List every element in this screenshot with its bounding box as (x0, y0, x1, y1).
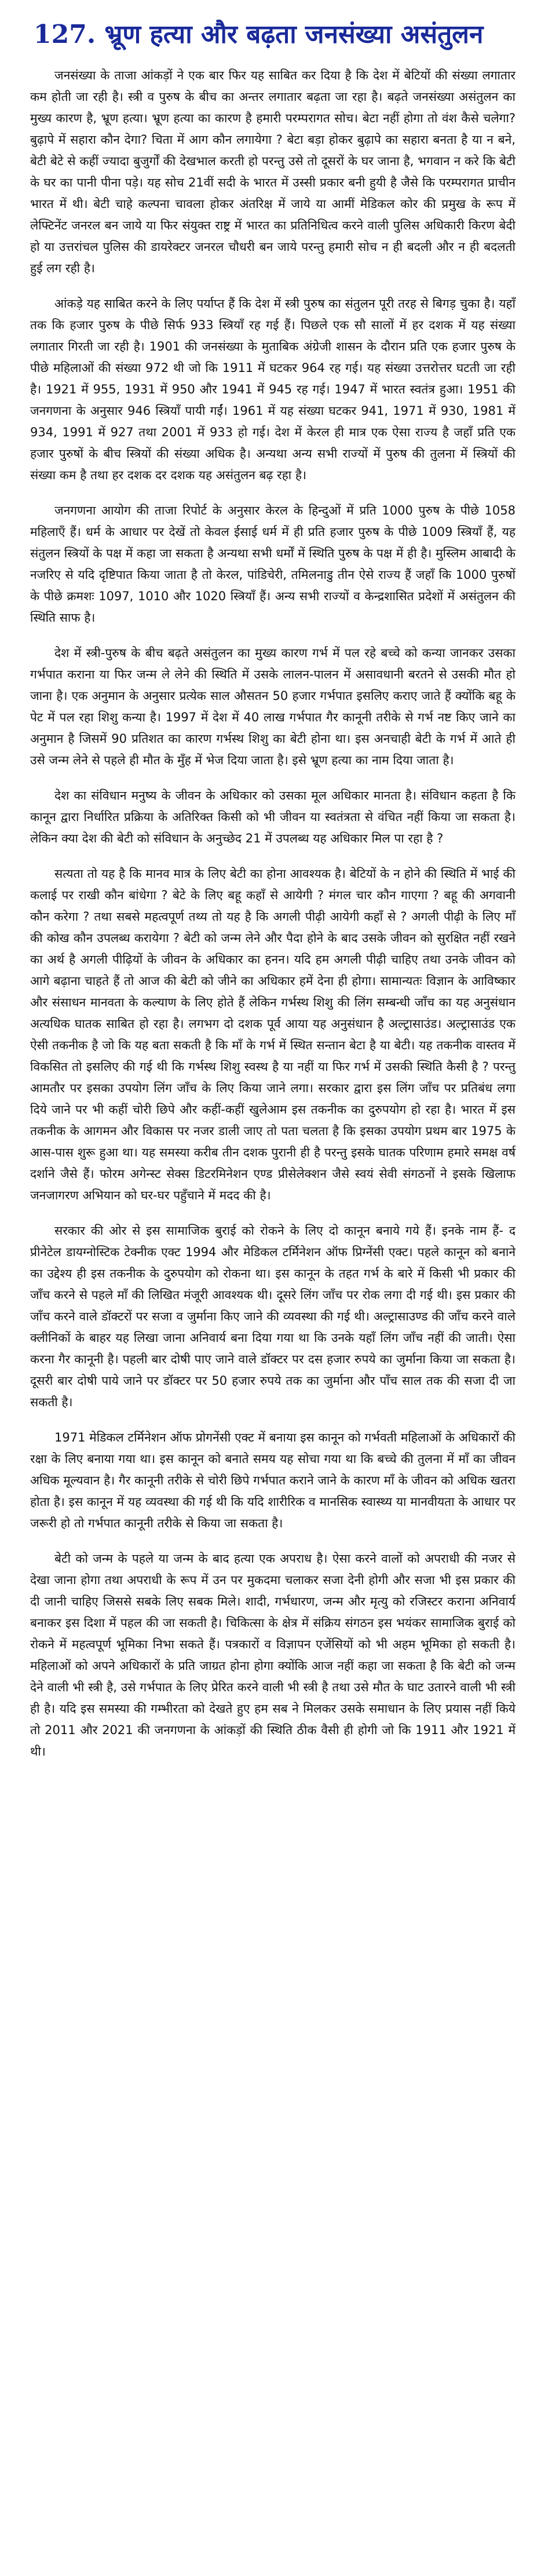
article-heading: भ्रूण हत्या और बढ़ता जनसंख्या असंतुलन (104, 20, 484, 49)
paragraph-5: देश का संविधान मनुष्य के जीवन के अधिकार को उसका मूल अधिकार मानता है। संविधान कहता है कि कानून द्वारा निर्धारित प्रक्रिया के अतिरिक्त किसी को भी जीवन या स्वतंत्रता से वंचित नहीं किया जा सकता है। लेकिन क्या देश की बेटी को संविधान के अनुच्छेद 21 में उपलब्ध यह अधिकार मिल पा रहा है ? (30, 789, 516, 845)
paragraph-2: आंकड़े यह साबित करने के लिए पर्याप्त हैं कि देश में स्त्री पुरुष का संतुलन पूरी तरह से बिगड़ चुका है। यहाँ तक कि हजार पुरुष के पीछे सिर्फ 933 स्त्रियाँ रह गई हैं। पिछले एक सौ सालों में हर दशक में यह संख्या लगातार गिरती जा रही है। 1901 की जनसंख्या के मुताबिक अंग्रेजी शासन के दौरान प्रति एक हजार पुरुष के पीछे महिलाओं की संख्या 972 थी जो कि 1911 में घटकर 964 रह गई। यह संख्या उत्तरोत्तर घटती जा रही है। 1921 में 955, 1931 में 950 और 1941 में 945 रह गई। 1947 में भारत स्वतंत्र हुआ। 1951 की जनगणना के अनुसार 946 स्त्रियाँ पायी गईं। 1961 में यह संख्या घटकर 941, 1971 में 930, 1981 में 934, 1991 में 927 तथा 2001 में 933 हो गई। देश में केरल ही मात्र एक ऐसा राज्य है जहाँ प्रति एक हजार पुरुषों के बीच स्त्रियों की संख्या अधिक है। अन्यथा अन्य सभी राज्यों में पुरुष की तुलना में स्त्रियों की संख्या कम है तथा हर दशक दर दशक यह असंतुलन बढ़ रहा है। (30, 297, 516, 482)
article-title (0, 0, 541, 52)
article-body (0, 52, 541, 1763)
paragraph-7: सरकार की ओर से इस सामाजिक बुराई को रोकने के लिए दो कानून बनाये गये हैं। इनके नाम हैं- द प्रीनेटेल डायग्नोस्टिक टेक्नीक एक्ट 1994 और मेडिकल टर्मिनेशन ऑफ प्रिग्नेंसी एक्ट। पहले कानून को बनाने का उद्देश्य ही इस तकनीक के दुरुपयोग को रोकना था। इस कानून के तहत गर्भ के बारे में किसी भी प्रकार की जाँच करने से पहले माँ की लिखित मंजूरी आवश्यक थी। दूसरे लिंग जाँच पर रोक लगा दी गई थी। इस प्रकार की जाँच करने वाले डॉक्टरों पर सजा व जुर्माना किए जाने की व्यवस्था की गई थी। अल्ट्रासाउण्ड की जाँच करने वाले क्लीनिकों के बाहर यह लिखा जाना अनिवार्य बना दिया गया था कि उनके यहाँ लिंग जाँच नहीं की जाती। ऐसा करना गैर कानूनी है। पहली बार दोषी पाए जाने वाले डॉक्टर पर दस हजार रुपये का जुर्माना किया जा सकता है। दूसरी बार दोषी पाये जाने पर डॉक्टर पर 50 हजार रुपये तक का जुर्माना और पाँच साल तक की सजा दी जा सकती है। (30, 1224, 516, 1409)
paragraph-1: जनसंख्या के ताजा आंकड़ों ने एक बार फिर यह साबित कर दिया है कि देश में बेटियों की संख्या लगातार कम होती जा रही है। स्त्री व पुरुष के बीच का अन्तर लगातार बढ़ता जा रहा है। बढ़ते जनसंख्या असंतुलन का मुख्य कारण है, भ्रूण हत्या। भ्रूण हत्या का कारण है हमारी परम्परागत सोच। बेटा नहीं होगा तो वंश कैसे चलेगा? बुढ़ापे में सहारा कौन देगा? चिता में आग कौन लगायेगा ? बेटा बड़ा होकर बुढ़ापे का सहारा बनता है या न बने, बेटी बेटे से कहीं ज्यादा बुजुर्गों की देखभाल करती हो परन्तु उसे तो दूसरों के घर जाना है, भगवान न करे कि बेटी के घर का पानी पीना पड़े। यह सोच 21वीं सदी के भारत में उस्सी प्रकार बनी हुयी है जैसे कि परम्परागत प्राचीन भारत में थी। बेटी चाहे कल्पना चावला होकर अंतरिक्ष में जाये या आमीं मेडिकल कोर की प्रमुख के रूप में लेफ्टिनेंट जनरल बन जाये या फिर संयुक्त राष्ट्र में भारत का प्रतिनिधित्व करने वाली पुलिस अधिकारी किरण बेदी हो या उत्तरांचल पुलिस की डायरेक्टर जनरल चौधरी बन जाये परन्तु हमारी सोच न ही बदली और न ही बदलती हुई लग रही है। (30, 68, 516, 275)
article-number: 127. (34, 20, 96, 49)
paragraph-8: 1971 मेडिकल टर्मिनेशन ऑफ प्रोगनेंसी एक्ट में बनाया इस कानून को गर्भवती महिलाओं के अधिकारों की रक्षा के लिए बनाया गया था। इस कानून को बनाते समय यह सोचा गया था कि बच्चे की तुलना में माँ का जीवन अधिक मूल्यवान है। गैर कानूनी तरीके से चोरी छिपे गर्भपात कराने जाने के कारण माँ के जीवन को अधिक खतरा होता है। इस कानून में यह व्यवस्था की गई थी कि यदि शारीरिक व मानसिक स्वास्थ्य या मानवीयता के आधार पर जरूरी हो तो गर्भपात कानूनी तरीके से किया जा सकता है। (30, 1431, 516, 1530)
paragraph-3: जनगणना आयोग की ताजा रिपोर्ट के अनुसार केरल के हिन्दुओं में प्रति 1000 पुरुष के पीछे 1058 महिलाएँ हैं। धर्म के आधार पर देखें तो केवल ईसाई धर्म में ही प्रति हजार पुरुष के पीछे 1009 स्त्रियाँ हैं, यह संतुलन स्त्रियों के पक्ष में कहा जा सकता है अन्यथा सभी धर्मों में स्थिति पुरुष के पक्ष में ही है। मुस्लिम आबादी के नजरिए से यदि दृष्टिपात किया जाता है तो केरल, पांडिचेरी, तमिलनाडु तीन ऐसे राज्य हैं जहाँ कि 1000 पुरुषों के पीछे क्रमशः 1097, 1010 और 1020 स्त्रियाँ हैं। अन्य सभी राज्यों व केन्द्रशासित प्रदेशों में असंतुलन की स्थिति साफ है। (30, 503, 516, 625)
paragraph-4: देश में स्त्री-पुरुष के बीच बढ़ते असंतुलन का मुख्य कारण गर्भ में पल रहे बच्चे को कन्या जानकर उसका गर्भपात कराना या फिर जन्म ले लेने की स्थिति में उसके लालन-पालन में असावधानी बरतने से उसकी मौत हो जाना है। एक अनुमान के अनुसार प्रत्येक साल औसतन 50 हजार गर्भपात इसलिए कराए जाते हैं क्योंकि बहू के पेट में पल रहा शिशु कन्या है। 1997 में देश में 40 लाख गर्भपात गैर कानूनी तरीके से गर्भ नष्ट किए जाने का अनुमान है जिसमें 90 प्रतिशत का कारण गर्भस्थ शिशु का बेटी होना था। इस अनचाही बेटी के गर्भ में आते ही उसे जन्म लेने से पहले ही मौत के मुँह में भेज दिया जाता है। इसे भ्रूण हत्या का नाम दिया जाता है। (30, 646, 516, 767)
paragraph-9: बेटी को जन्म के पहले या जन्म के बाद हत्या एक अपराध है। ऐसा करने वालों को अपराधी की नजर से देखा जाना होगा तथा अपराधी के रूप में उन पर मुकदमा चलाकर सजा देनी होगी और सजा भी इस प्रकार की दी जानी चाहिए जिससे सबके लिए सबक मिले। शादी, गर्भधारण, जन्म और मृत्यु को रजिस्टर कराना अनिवार्य बनाकर इस दिशा में पहल की जा सकती है। चिकित्सा के क्षेत्र में संक्रिय संगठन इस भयंकर सामाजिक बुराई को रोकने में महत्वपूर्ण भूमिका निभा सकते हैं। पत्रकारों व विज्ञापन एजेंसियों को भी अहम भूमिका हो सकती है। महिलाओं को अपने अधिकारों के प्रति जाग्रत होना होगा क्योंकि आज नहीं कहा जा सकता है कि बेटी को जन्म देने वाली भी स्त्री है, उसे गर्भपात के लिए प्रेरित करने वाली भी स्त्री है तथा उसे मौत के घाट उतारने वाली भी स्त्री ही है। यदि इस समस्या की गम्भीरता को देखते हुए हम सब ने मिलकर उसके समाधान के लिए प्रयास नहीं किये तो 2011 और 2021 की जनगणना के आंकड़ों की स्थिति ठीक वैसी ही होगी जो कि 1911 और 1921 में थी। (30, 1552, 516, 1758)
paragraph-6: सत्यता तो यह है कि मानव मात्र के लिए बेटी का होना आवश्यक है। बेटियों के न होने की स्थिति में भाई की कलाई पर राखी कौन बांधेगा ? बेटे के लिए बहू कहाँ से आयेगी ? मंगल चार कौन गाएगा ? बहू की अगवानी कौन करेगा ? तथा सबसे महत्वपूर्ण तथ्य तो यह है कि अगली पीढ़ी आयेगी कहाँ से ? अगली पीढ़ी के लिए माँ की कोख कौन उपलब्ध करायेगा ? बेटी को जन्म लेने और पैदा होने के बाद उसके जीवन को सुरक्षित नहीं रखने का अर्थ है अगली पीढ़ियों के जीवन के अधिकार का हनन। यदि हम अगली पीढ़ी चाहिए तथा उनके जीवन को आगे बढ़ाना चाहते हैं तो आज की बेटी को जीने का अधिकार हमें देना ही होगा। सामान्यतः विज्ञान के आविष्कार और संसाधन मानवता के कल्याण के लिए होते हैं लेकिन गर्भस्थ शिशु की लिंग सम्बन्धी जाँच का यह अनुसंधान अत्यधिक घातक साबित हो रहा है। लगभग दो दशक पूर्व आया यह अनुसंधान है अल्ट्रासाउंड। अल्ट्रासाउंड एक ऐसी तकनीक है जो कि यह बता सकती है कि माँ के गर्भ में स्थित सन्तान बेटा है या बेटी। यह तकनीक वास्तव में विकसित तो इसलिए की गई थी कि गर्भस्थ शिशु स्वस्थ है या नहीं या फिर गर्भ में उसकी स्थिति कैसी है ? परन्तु आमतौर पर इसका उपयोग लिंग जाँच के लिए किया जाने लगा। सरकार द्वारा इस लिंग जाँच पर प्रतिबंध लगा दिये जाने पर भी कहीं चोरी छिपे और कहीं-कहीं खुलेआम इस तकनीक का दुरुपयोग हो रहा है। भारत में इस तकनीक के आगमन और विकास पर नजर डाली जाए तो पता चलता है कि इसका उपयोग प्रथम बार 1975 के आस-पास शुरू हुआ था। यह समस्या करीब तीन दशक पुरानी ही है परन्तु इसके घातक परिणाम हमारे समक्ष वर्ष दर्शाने जैसे हैं। फोरम अगेन्स्ट सेक्स डिटरमिनेशन एण्ड प्रीसेलेक्शन जैसे स्वयं सेवी संगठनों ने इसके खिलाफ जनजागरण अभियान को घर-घर पहुँचाने में मदद की है। (30, 867, 516, 1202)
